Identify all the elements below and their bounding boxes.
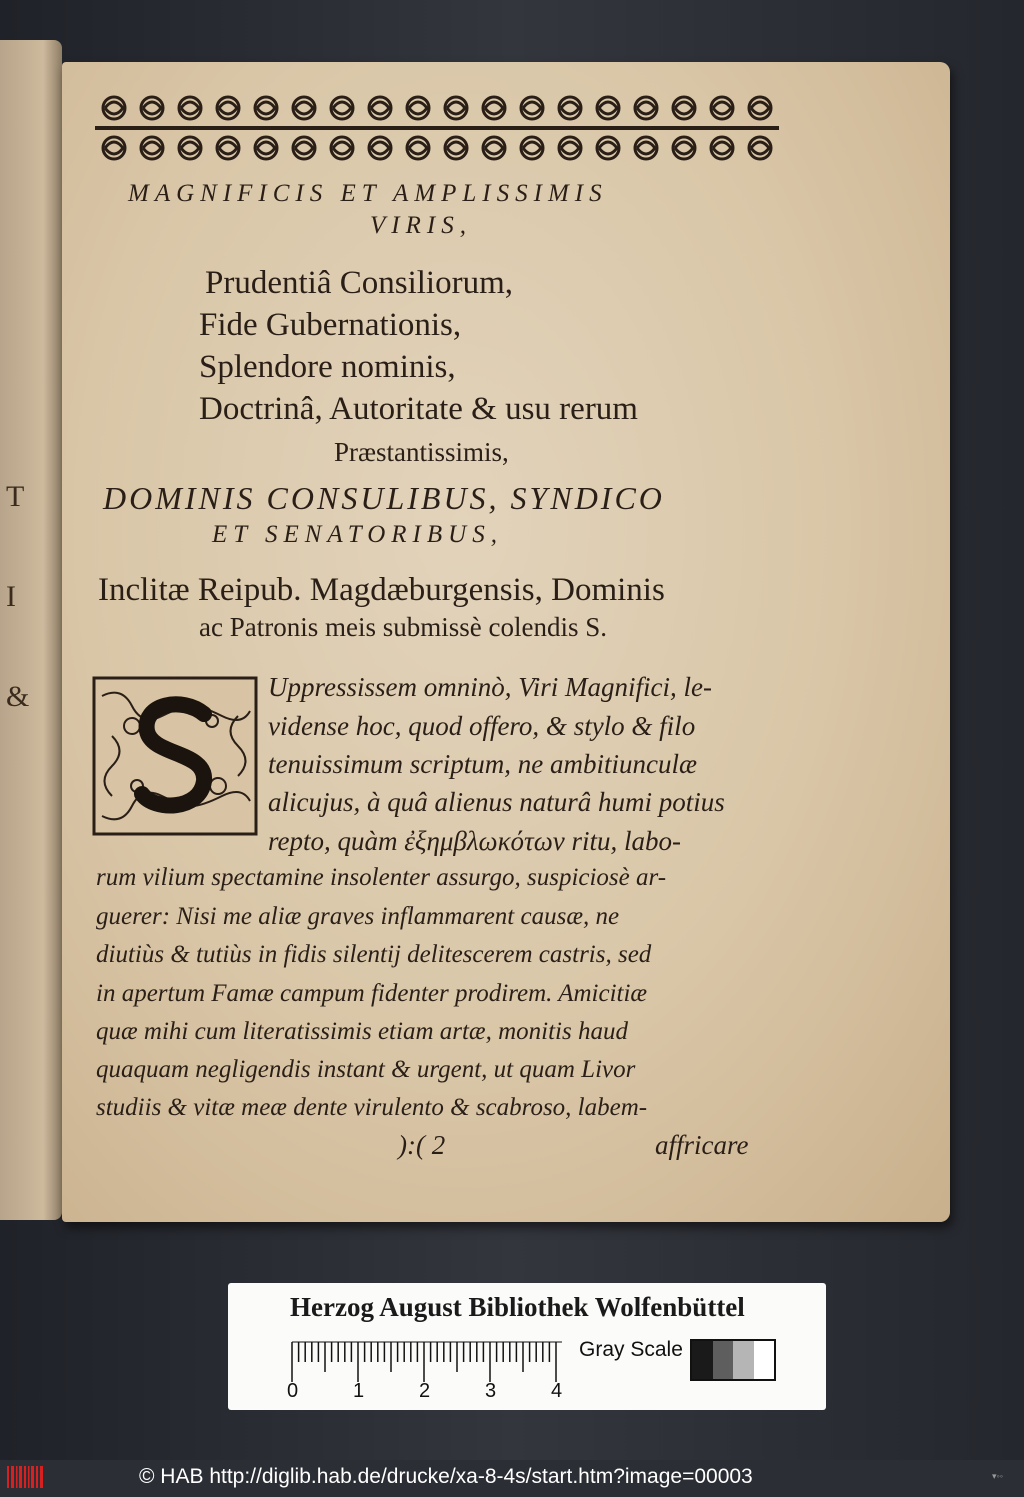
facing-page-edge [0,40,62,1220]
gray-scale-swatches [690,1339,776,1381]
dedication-line: Præstantissimis, [334,437,509,467]
body-line: quæ mihi cum literatissimis etiam artæ, monitis haud [96,1018,628,1045]
facing-page-glyph: & [6,680,30,713]
ruler-number: 0 [287,1380,299,1402]
heading-line: VIRIS, [370,212,472,239]
catchword: affricare [655,1130,749,1160]
body-line: Uppressissem omninò, Viri Magnifici, le- [268,672,712,702]
facing-page-glyph: I [6,580,16,613]
body-line: diutiùs & tutiùs in fidis silentij delitescerem castris, sed [96,941,652,968]
body-line: rum vilium spectamine insolenter assurgo, suspiciosè ar- [96,864,667,891]
ruler-number: 1 [353,1380,365,1402]
facing-page-glyph: T [6,480,25,513]
signature-mark: ):( 2 [398,1130,446,1160]
body-line: studiis & vitæ meæ dente virulento & scabroso, labem- [96,1094,648,1121]
dedication-line: ac Patronis meis submissè colendis S. [199,612,607,642]
gray-scale-label: Gray Scale [579,1338,683,1361]
ruler-number: 3 [485,1380,497,1402]
body-line: in apertum Famæ campum fidenter prodirem. Amicitiæ [96,980,648,1007]
decorated-initial-s [92,676,258,836]
footer-marker: ▾◦◦ [992,1471,1003,1481]
hab-logo-icon [6,1464,46,1490]
dedication-line: Splendore nominis, [199,349,456,385]
dedication-line: Doctrinâ, Autoritate & usu rerum [199,391,638,427]
heading-line: MAGNIFICIS ET AMPLISSIMIS [128,180,608,207]
copyright-url[interactable]: © HAB http://diglib.hab.de/drucke/xa-8-4s/start.htm?image=00003 [139,1465,753,1488]
body-line: repto, quàm ἐξημβλωκότων ritu, labo- [268,826,682,856]
dedication-line: Prudentiâ Consiliorum, [205,265,513,301]
body-line: alicujus, à quâ alienus naturâ humi potius [268,787,725,817]
body-line: vidense hoc, quod offero, & stylo & filo [268,711,696,741]
swatch-dark-gray [713,1341,734,1379]
swatch-light-gray [733,1341,754,1379]
ruler-number: 2 [419,1380,431,1402]
swatch-black [692,1341,713,1379]
body-line: tenuissimum scriptum, ne ambitiunculæ [268,749,697,779]
swatch-white [754,1341,775,1379]
body-line: quaquam negligendis instant & urgent, ut quam Livor [96,1056,636,1083]
body-line: guerer: Nisi me aliæ graves inflammarent causæ, ne [96,903,620,930]
scale-ruler [286,1336,576,1384]
ruler-number: 4 [551,1380,563,1402]
ornamental-header-band [95,90,779,166]
heading-line: DOMINIS CONSULIBUS, SYNDICO [103,480,665,516]
dedication-line: Fide Gubernationis, [199,307,462,343]
institution-title: Herzog August Bibliothek Wolfenbüttel [290,1292,745,1322]
heading-line: ET SENATORIBUS, [212,521,503,548]
dedication-line: Inclitæ Reipub. Magdæburgensis, Dominis [98,572,665,608]
